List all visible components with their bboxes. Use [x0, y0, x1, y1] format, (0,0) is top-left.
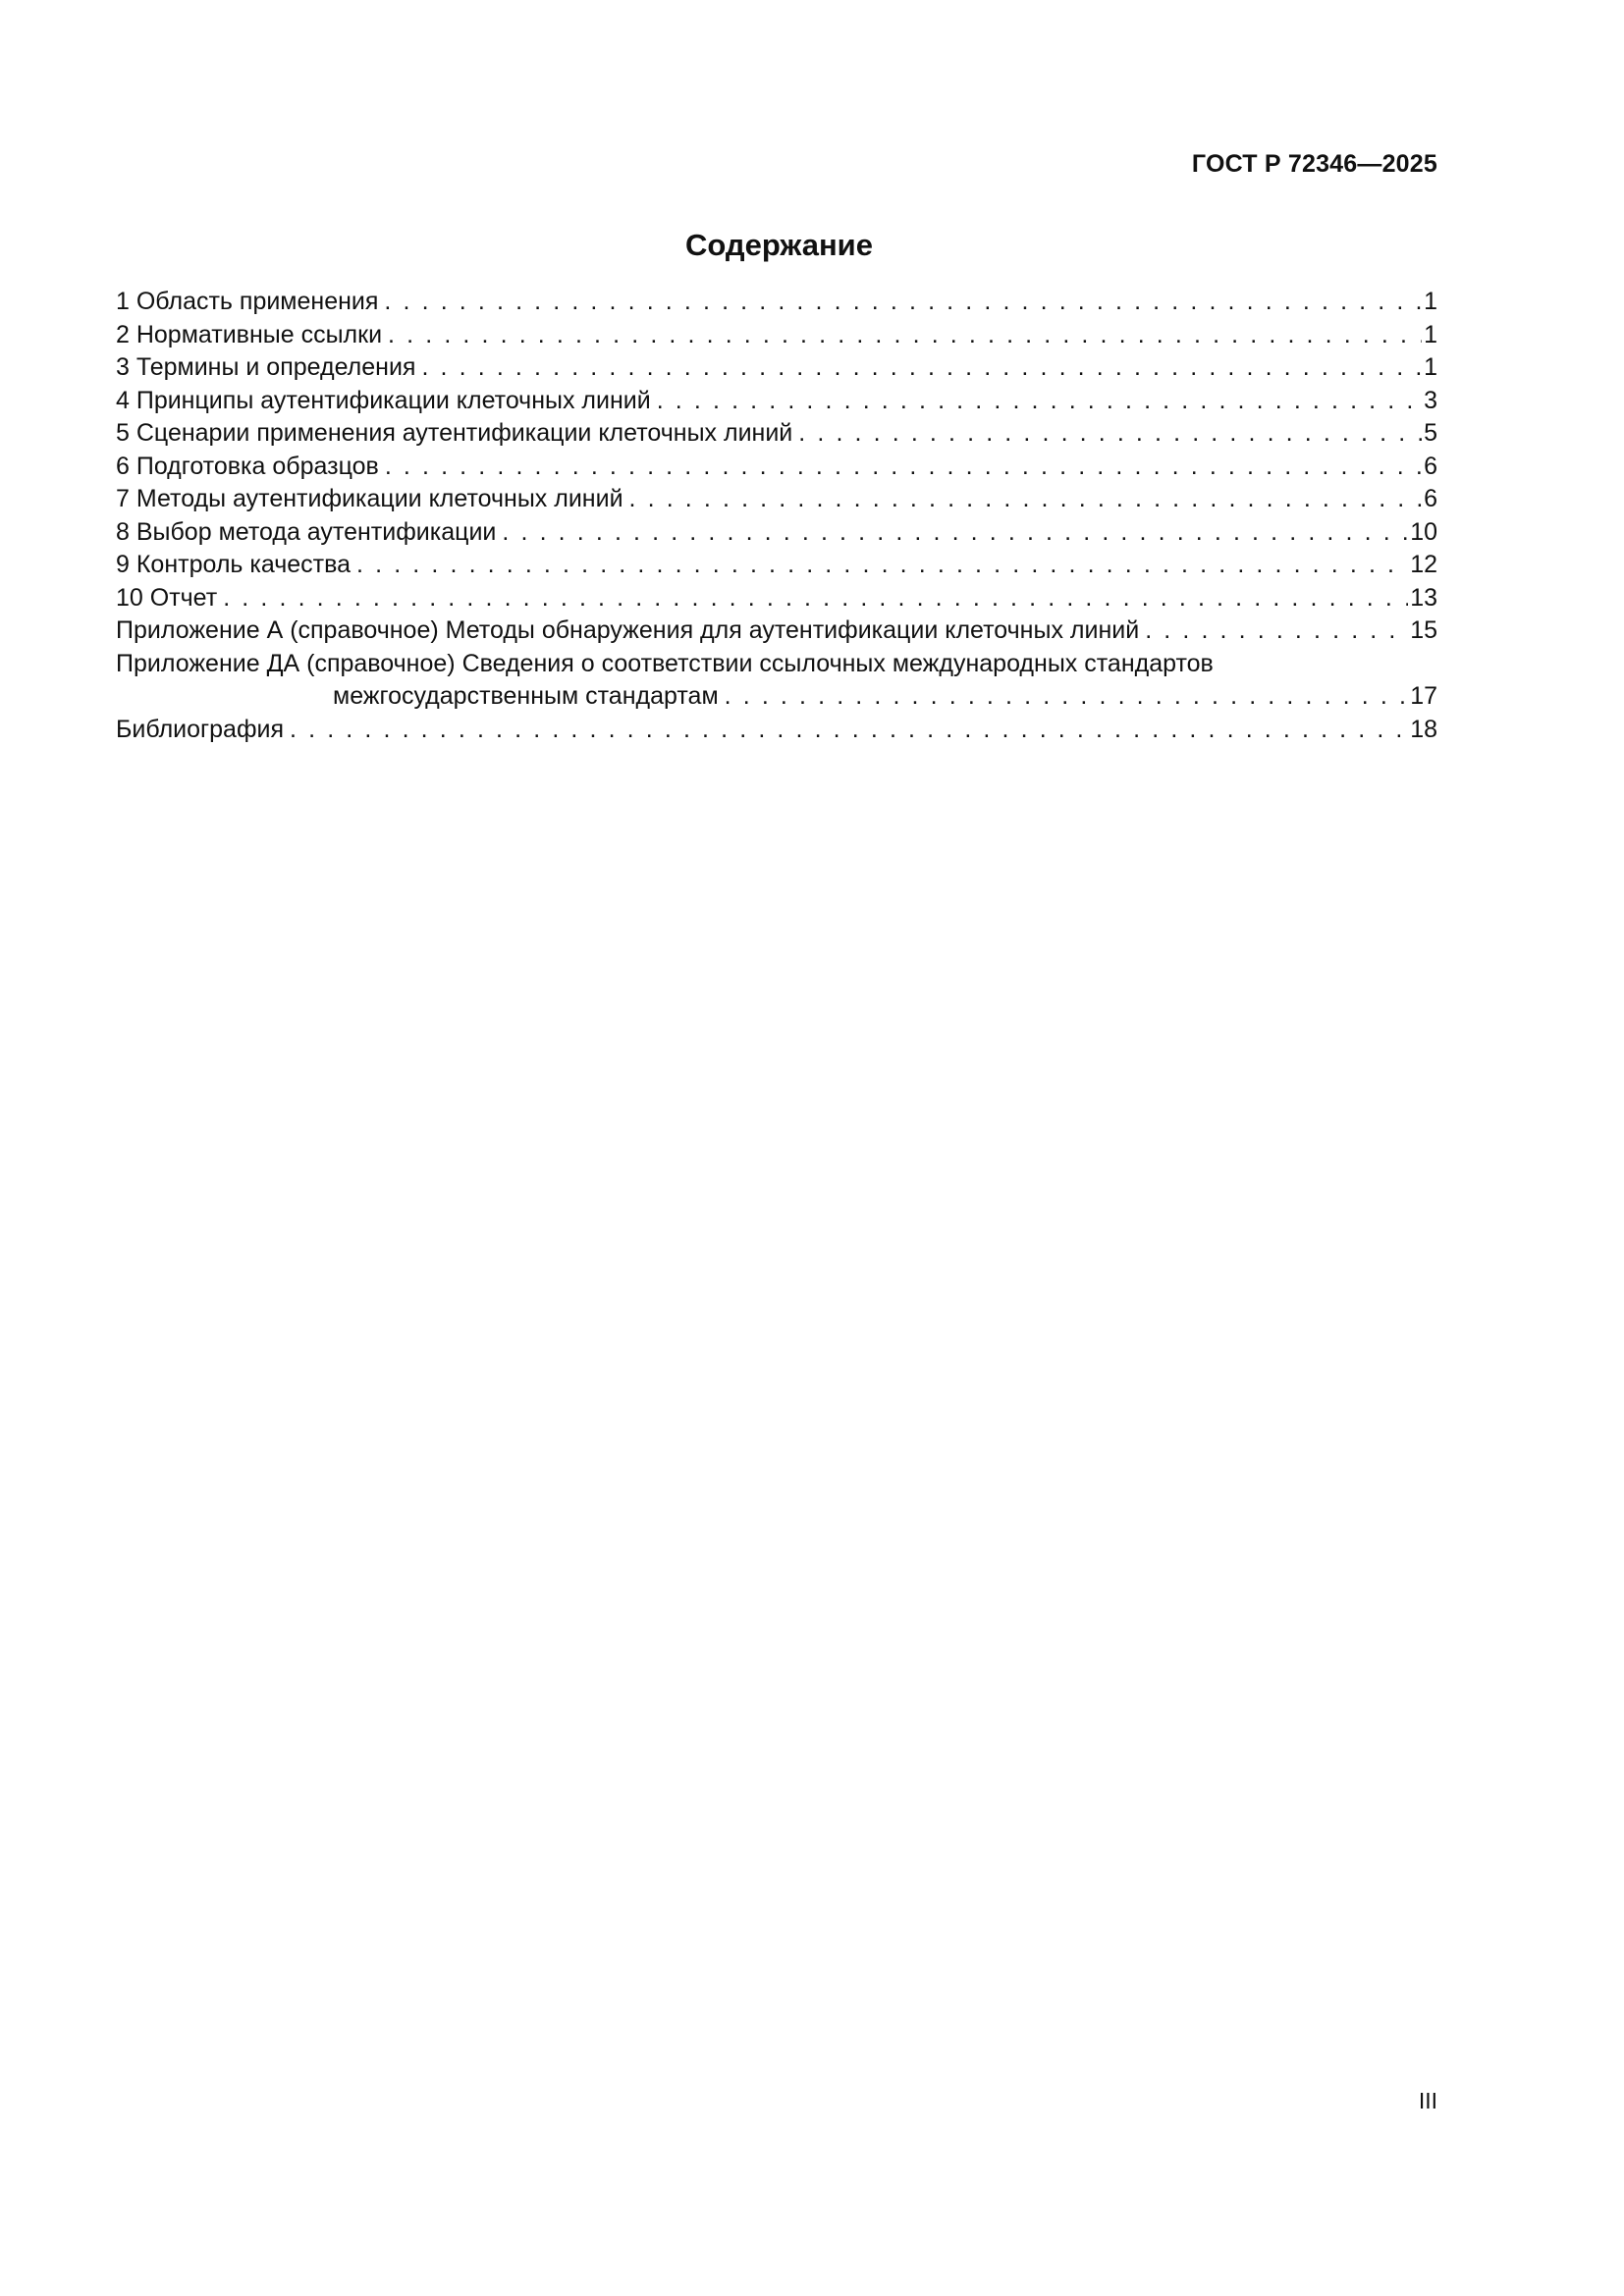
toc-entry-page: 1 — [1424, 320, 1437, 348]
toc-entry-scope[interactable] — [116, 286, 1437, 319]
toc-entry-text: 4 Принципы аутентификации клеточных линий — [116, 386, 651, 414]
document-code: ГОСТ Р 72346—2025 — [1191, 150, 1437, 178]
toc-entry-sample-preparation[interactable] — [116, 451, 1437, 484]
toc-entry-methods[interactable] — [116, 483, 1437, 516]
toc-entry-text: Приложение ДА (справочное) Сведения о соответствии ссылочных международных стандартов — [116, 649, 1214, 677]
toc-entry-text: Библиография — [116, 715, 285, 743]
dot-leader — [798, 417, 1422, 451]
toc-entry-page: 18 — [1410, 715, 1437, 743]
toc-entry-terms-definitions[interactable] — [116, 351, 1437, 385]
toc-entry-continuation — [116, 680, 1437, 714]
dot-leader — [629, 483, 1423, 516]
toc-title: Содержание — [685, 228, 873, 262]
toc-entry-text: 6 Подготовка образцов — [116, 452, 379, 480]
toc-entry-report[interactable] — [116, 582, 1437, 615]
toc-entry-text: 10 Отчет — [116, 583, 218, 612]
toc-entry-text: 8 Выбор метода аутентификации — [116, 517, 497, 546]
toc-entry-bibliography[interactable] — [116, 714, 1437, 747]
toc-entry-page: 5 — [1424, 419, 1437, 447]
toc-entry-page: 15 — [1410, 616, 1437, 644]
toc-entry-page: 3 — [1424, 386, 1437, 414]
toc-entry-page: 10 — [1410, 517, 1437, 546]
dot-leader — [223, 582, 1408, 615]
dot-leader — [657, 385, 1422, 418]
dot-leader — [421, 351, 1422, 385]
page-number: III — [1418, 2088, 1437, 2113]
dot-leader — [388, 319, 1422, 352]
dot-leader — [725, 680, 1409, 714]
toc-entry-method-selection[interactable] — [116, 516, 1437, 550]
dot-leader — [1145, 614, 1408, 648]
toc-entry-page: 17 — [1410, 682, 1437, 710]
toc-entry-page: 12 — [1410, 551, 1437, 578]
dot-leader — [384, 286, 1422, 319]
toc-entry-appendix-a[interactable] — [116, 614, 1437, 648]
toc-entry-quality-control[interactable] — [116, 549, 1437, 582]
toc-entry-text: 2 Нормативные ссылки — [116, 320, 383, 348]
toc-entry-page: 1 — [1424, 288, 1437, 315]
toc-entry-text: 5 Сценарии применения аутентификации клеточных линий — [116, 419, 793, 447]
dot-leader — [385, 451, 1422, 484]
toc-entry-page: 13 — [1410, 583, 1437, 612]
toc-entry-page: 1 — [1424, 353, 1437, 381]
toc-entry-normative-references[interactable] — [116, 319, 1437, 352]
toc-entry-text: 1 Область применения — [116, 288, 379, 315]
toc-entry-page: 6 — [1424, 485, 1437, 512]
toc-entry-text: Приложение А (справочное) Методы обнаружения для аутентификации клеточных линий — [116, 616, 1140, 644]
dot-leader — [356, 549, 1408, 582]
toc-entry-text-continued: межгосударственным стандартам — [333, 682, 719, 710]
dot-leader — [502, 516, 1408, 550]
table-of-contents — [116, 286, 1437, 746]
toc-entry-text: 3 Термины и определения — [116, 353, 416, 381]
toc-entry-principles[interactable] — [116, 385, 1437, 418]
toc-entry-page: 6 — [1424, 452, 1437, 480]
toc-entry-appendix-da[interactable] — [116, 648, 1437, 714]
toc-entry-text: 7 Методы аутентификации клеточных линий — [116, 485, 623, 512]
toc-entry-text: 9 Контроль качества — [116, 551, 352, 578]
toc-entry-scenarios[interactable] — [116, 417, 1437, 451]
dot-leader — [290, 714, 1408, 747]
